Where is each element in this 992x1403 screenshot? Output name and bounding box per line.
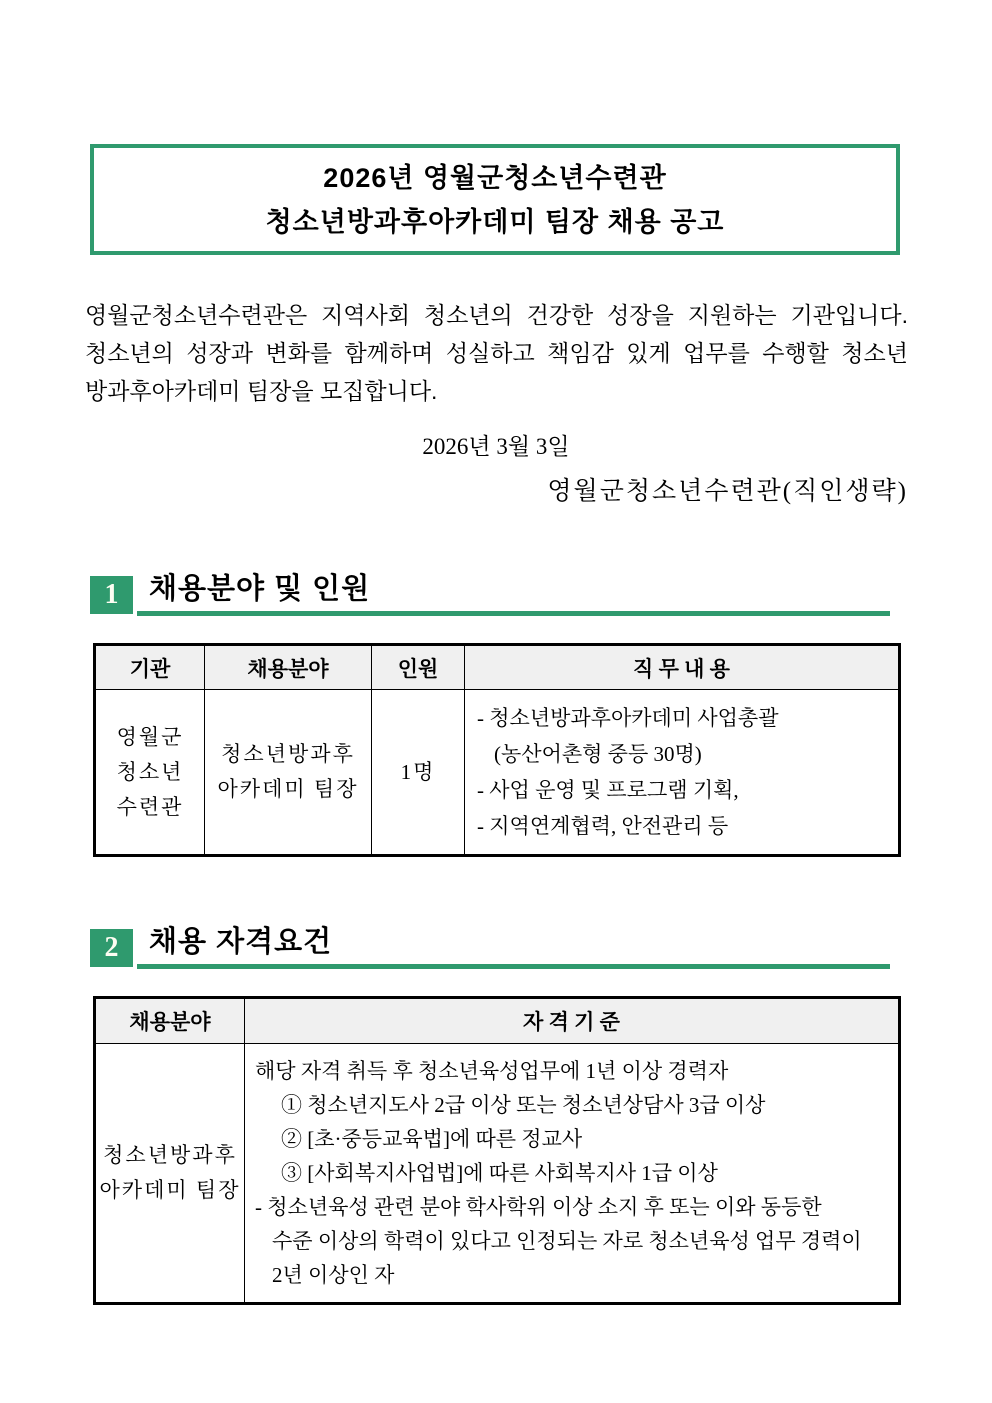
duty-line: (농산어촌형 중등 30명) xyxy=(494,742,702,766)
org-line: 영월군 xyxy=(116,724,184,749)
col-header-criteria: 자 격 기 준 xyxy=(245,998,900,1044)
col-header-field: 채용분야 xyxy=(205,645,372,690)
criteria-line: ② [초·중등교육법]에 따른 정교사 xyxy=(281,1127,583,1151)
col-header-field: 채용분야 xyxy=(95,998,245,1044)
section-title-underline xyxy=(137,566,890,616)
position-line: 아카데미 팀장 xyxy=(217,777,359,801)
col-header-duties: 직 무 내 용 xyxy=(465,645,900,690)
section-number-badge: 1 xyxy=(90,576,133,614)
document-title-line-1: 2026년 영월군청소년수련관 xyxy=(323,163,667,193)
section-header-qualifications xyxy=(90,919,890,969)
org-line: 청소년 xyxy=(116,759,184,784)
recruitment-table xyxy=(93,643,901,857)
duty-line: - 사업 운영 및 프로그램 기획, xyxy=(477,778,739,802)
announcement-date: 2026년 3월 3일 xyxy=(422,434,570,459)
position-cell xyxy=(205,690,372,856)
duties-cell xyxy=(465,690,900,856)
criteria-line: 수준 이상의 학력이 있다고 인정되는 자로 청소년육성 업무 경력이 xyxy=(272,1229,862,1253)
criteria-line: 2년 이상인 자 xyxy=(272,1263,395,1287)
intro-line: 방과후아카데미 팀장을 모집합니다. xyxy=(85,378,438,404)
table-row xyxy=(95,690,900,856)
section-number-badge: 2 xyxy=(90,929,133,967)
criteria-line: 해당 자격 취득 후 청소년육성업무에 1년 이상 경력자 xyxy=(255,1059,729,1083)
intro-paragraph xyxy=(85,296,908,410)
org-line: 수련관 xyxy=(116,794,184,819)
table-row xyxy=(95,1044,900,1304)
position-cell xyxy=(95,1044,245,1304)
criteria-cell xyxy=(245,1044,900,1304)
position-line: 청소년방과후 xyxy=(103,1143,237,1167)
section-title: 채용분야 및 인원 xyxy=(149,573,371,605)
criteria-line: ① 청소년지도사 2급 이상 또는 청소년상담사 3급 이상 xyxy=(281,1093,766,1117)
issuer-signature: 영월군청소년수련관(직인생략) xyxy=(547,478,908,505)
section-title: 채용 자격요건 xyxy=(149,926,333,958)
document-title-line-2: 청소년방과후아카데미 팀장 채용 공고 xyxy=(265,207,725,237)
duty-line: - 청소년방과후아카데미 사업총괄 xyxy=(477,706,779,730)
col-header-org: 기관 xyxy=(95,645,205,690)
table-header-row xyxy=(95,645,900,690)
qualification-table xyxy=(93,996,901,1305)
section-header-recruitment xyxy=(90,566,890,616)
table-header-row xyxy=(95,998,900,1044)
col-header-count: 인원 xyxy=(372,645,465,690)
criteria-line: ③ [사회복지사업법]에 따른 사회복지사 1급 이상 xyxy=(281,1161,718,1185)
duty-line: - 지역연계협력, 안전관리 등 xyxy=(477,814,729,838)
headcount-cell: 1명 xyxy=(372,690,465,856)
org-cell xyxy=(95,690,205,856)
intro-line: 영월군청소년수련관은 지역사회 청소년의 건강한 성장을 지원하는 기관입니다. xyxy=(85,302,908,328)
position-line: 아카데미 팀장 xyxy=(99,1178,241,1202)
intro-line: 청소년의 성장과 변화를 함께하며 성실하고 책임감 있게 업무를 수행할 청소년 xyxy=(85,340,908,366)
section-title-underline xyxy=(137,919,890,969)
criteria-line: - 청소년육성 관련 분야 학사학위 이상 소지 후 또는 이와 동등한 xyxy=(255,1195,822,1219)
position-line: 청소년방과후 xyxy=(221,742,355,766)
title-box xyxy=(90,144,900,255)
